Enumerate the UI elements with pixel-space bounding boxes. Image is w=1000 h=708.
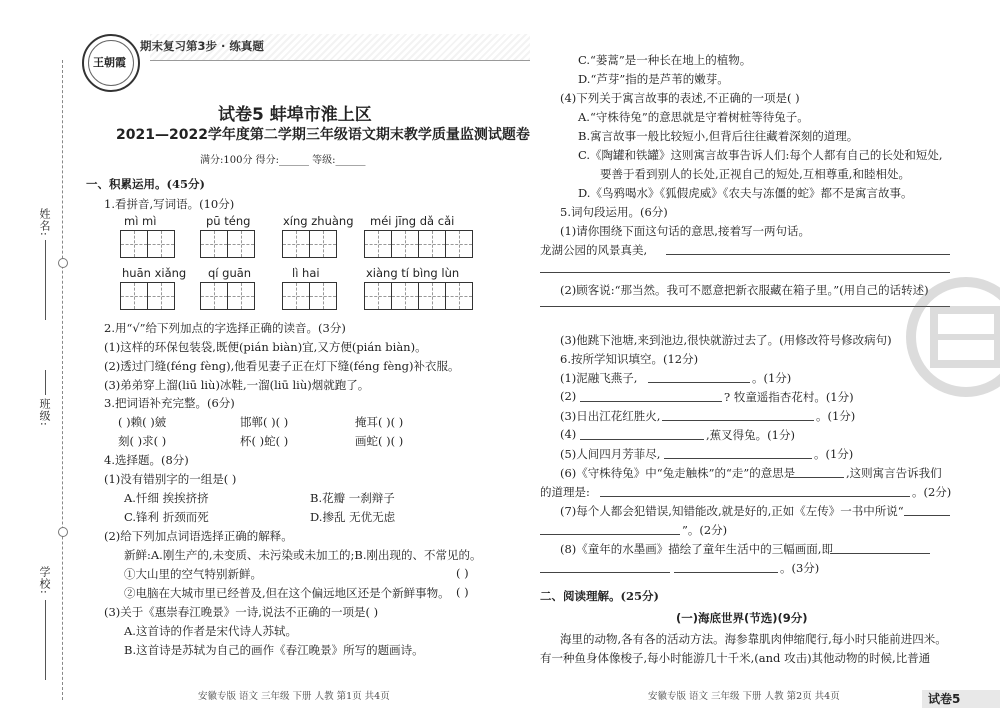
answer-grid[interactable] <box>200 282 255 310</box>
reading-1-paragraph: 海里的动物,各有各的活动方法。海参靠肌肉伸缩爬行,每小时只能前进四米。 <box>560 632 947 646</box>
answer-line[interactable] <box>664 458 812 459</box>
q5-1-stem: 龙湖公园的风景真美, <box>540 243 648 257</box>
binding-line <box>62 60 63 700</box>
answer-line[interactable] <box>600 496 910 497</box>
score-line: 满分:100分 得分:______ 等级:______ <box>200 155 366 166</box>
answer-line[interactable] <box>580 439 704 440</box>
binding-class-line <box>45 370 46 395</box>
q6-item: (1)泥融飞燕子, <box>560 371 638 385</box>
logo-text: 王朝霞 <box>93 56 126 69</box>
q4-1-option: C.锋利 折颈而死 <box>124 510 209 524</box>
answer-line[interactable] <box>540 572 670 573</box>
q4-4-option: A.“守株待兔”的意思就是守着树桩等待兔子。 <box>578 110 809 124</box>
q3-blank[interactable]: 画蛇( )( ) <box>355 434 404 448</box>
secret-seal-watermark <box>906 262 1000 412</box>
exam-tag: 试卷5 <box>922 690 1000 708</box>
q3-prompt: 3.把词语补充完整。(6分) <box>104 396 235 410</box>
answer-grid[interactable] <box>364 282 473 310</box>
page-footer-left: 安徽专版 语文 三年级 下册 人教 第1页 共4页 <box>198 691 390 702</box>
q4-1-option: A.忏细 挨挨挤挤 <box>124 491 209 505</box>
q4-3-option: C.“蒌蒿”是一种长在地上的植物。 <box>578 53 752 67</box>
q6-item: (5)人间四月芳菲尽, <box>560 447 661 461</box>
q4-2-prompt: (2)给下列加点词语选择正确的解释。 <box>104 529 293 543</box>
answer-blank[interactable]: ( ) <box>456 566 469 580</box>
answer-line[interactable] <box>904 515 950 516</box>
q3-blank[interactable]: 刻( )求( ) <box>118 434 167 448</box>
binding-school-label: 学校: <box>38 566 51 595</box>
q6-item: (7)每个人都会犯错误,知错能改,就是好的,正如《左传》一书中所说“ <box>560 504 904 518</box>
pinyin-label: xíng zhuàng <box>283 214 354 228</box>
q3-blank[interactable]: ( )赖( )皴 <box>118 415 167 429</box>
q6-prompt: 6.按所学知识填空。(12分) <box>560 352 699 366</box>
binding-name-line <box>45 240 46 320</box>
q6-suffix: 。(1分) <box>752 371 792 385</box>
q4-4-option-cont: 要善于看到别人的长处,正视自己的短处,互相尊重,和睦相处。 <box>600 167 910 181</box>
answer-line[interactable] <box>540 534 680 535</box>
pinyin-label: xiàng tí bìng lùn <box>366 266 460 280</box>
q4-1-option: B.花瓣 一刹辩子 <box>310 491 395 505</box>
q6-item: (2) <box>560 389 577 403</box>
q6-item: (6)《守株待兔》中“兔走触株”的“走”的意思是 <box>560 466 796 480</box>
q5-prompt: 5.词句段运用。(6分) <box>560 205 668 219</box>
q4-3-option: B.这首诗是苏轼为自己的画作《春江晚景》所写的题画诗。 <box>124 643 424 657</box>
reading-1-paragraph: 有一种鱼身体像梭子,每小时能游几十千米,(and 攻击)其他动物的时候,比普通 <box>540 651 931 665</box>
q4-2-definition: 新鲜:A.刚生产的,未变质、未污染或未加工的;B.刚出现的、不常见的。 <box>124 548 482 562</box>
reading-1-title: (一)海底世界(节选)(9分) <box>676 611 808 625</box>
answer-grid[interactable] <box>364 230 473 258</box>
q2-item-3: (3)弟弟穿上溜(liū liù)冰鞋,一溜(liū liù)烟就跑了。 <box>104 378 370 392</box>
q3-blank[interactable]: 邯郸( )( ) <box>240 415 289 429</box>
pinyin-label: méi jīng dǎ cǎi <box>370 214 455 228</box>
binding-name-label: 姓名: <box>38 208 51 237</box>
pinyin-label: mì mì <box>124 214 157 228</box>
q4-4-option: D.《鸟鸦喝水》《狐假虎威》《农夫与冻僵的蛇》都不是寓言故事。 <box>578 186 913 200</box>
q4-1-prompt: (1)没有错别字的一组是( ) <box>104 472 237 486</box>
q6-item: (4) <box>560 427 577 441</box>
pinyin-label: huān xiǎng <box>122 266 187 280</box>
answer-grid[interactable] <box>120 282 175 310</box>
answer-grid[interactable] <box>282 230 337 258</box>
q1-prompt: 1.看拼音,写词语。(10分) <box>104 197 235 211</box>
q6-suffix: ,蕉叉得兔。(1分) <box>706 428 795 442</box>
pinyin-label: pū téng <box>206 214 251 228</box>
answer-line[interactable] <box>830 553 930 554</box>
q4-2-sentence-a: ①大山里的空气特别新鲜。 <box>124 567 262 581</box>
step-label: 期末复习第3步 · 练真题 <box>140 39 264 53</box>
q4-1-option: D.掺乱 无优无虑 <box>310 510 396 524</box>
pinyin-label: lì hai <box>292 266 320 280</box>
q2-item-1: (1)这样的环保包装袋,既便(pián biàn)宜,又方便(pián biàn)。 <box>104 340 427 354</box>
exam-subtitle: 2021—2022学年度第二学期三年级语文期末教学质量监测试题卷 <box>116 127 530 143</box>
q6-suffix: 。(2分) <box>912 485 952 499</box>
publisher-logo <box>82 34 140 92</box>
q4-3-option: D.“芦芽”指的是芦苇的嫩芽。 <box>578 72 729 86</box>
answer-line[interactable] <box>662 420 814 421</box>
q5-1-prompt: (1)请你围绕下面这句话的意思,接着写一两句话。 <box>560 224 810 238</box>
answer-line[interactable] <box>648 382 750 383</box>
q4-2-sentence-b: ②电脑在大城市里已经普及,但在这个偏远地区还是个新鲜事物。 <box>124 586 450 600</box>
q6-suffix: ? 牧童遥指杏花村。(1分) <box>724 390 854 404</box>
binding-school-line <box>45 600 46 680</box>
answer-line[interactable] <box>674 572 778 573</box>
q6-item: (8)《童年的水墨画》描绘了童年生活中的三幅画面,即 <box>560 542 833 556</box>
q6-item-cont: ,这则寓言告诉我们 <box>846 466 942 480</box>
pinyin-label: qí guān <box>208 266 252 280</box>
q6-suffix: 。(3分) <box>780 561 820 575</box>
answer-grid[interactable] <box>282 282 337 310</box>
q6-item: (3)日出江花红胜火, <box>560 409 661 423</box>
q5-2-prompt: (2)顾客说:“那当然。我可不愿意把新衣服藏在箱子里。”(用自己的话转述) <box>560 283 929 297</box>
exam-title: 试卷5 蚌埠市淮上区 <box>218 105 372 125</box>
q3-blank[interactable]: 掩耳( )( ) <box>355 415 404 429</box>
answer-line[interactable] <box>790 477 844 478</box>
q6-item-cont: 的道理是: <box>540 485 590 499</box>
answer-line[interactable] <box>666 254 950 255</box>
binding-hole <box>58 527 68 537</box>
answer-line[interactable] <box>580 401 722 402</box>
q2-prompt: 2.用“√”给下列加点的字选择正确的读音。(3分) <box>104 321 346 335</box>
answer-line[interactable] <box>540 306 950 307</box>
q4-4-prompt: (4)下列关于寓言故事的表述,不正确的一项是( ) <box>560 91 800 105</box>
q2-item-2: (2)透过门缝(féng fèng),他看见妻子正在灯下缝(féng fèng)补衣服。 <box>104 359 460 373</box>
binding-hole <box>58 258 68 268</box>
binding-class-label: 班级: <box>38 398 51 427</box>
q3-blank[interactable]: 杯( )蛇( ) <box>240 434 289 448</box>
q4-4-option: B.寓言故事一般比较短小,但背后往往藏着深刻的道理。 <box>578 129 859 143</box>
q5-3-prompt: (3)他跳下池塘,来到池边,很快就游过去了。(用修改符号修改病句) <box>560 333 892 347</box>
q4-4-option: C.《陶罐和铁罐》这则寓言故事告诉人们:每个人都有自己的长处和短处, <box>578 148 943 162</box>
section-2-heading: 二、阅读理解。(25分) <box>540 589 659 603</box>
page-footer-right: 安徽专版 语文 三年级 下册 人教 第2页 共4页 <box>648 691 840 702</box>
q4-prompt: 4.选择题。(8分) <box>104 453 189 467</box>
answer-grid[interactable] <box>120 230 175 258</box>
q6-suffix: 。(1分) <box>816 409 856 423</box>
q4-3-option: A.这首诗的作者是宋代诗人苏轼。 <box>124 624 297 638</box>
answer-grid[interactable] <box>200 230 255 258</box>
answer-blank[interactable]: ( ) <box>456 585 469 599</box>
section-1-heading: 一、积累运用。(45分) <box>86 177 205 191</box>
q4-3-prompt: (3)关于《惠崇春江晚景》一诗,说法不正确的一项是( ) <box>104 605 379 619</box>
answer-line[interactable] <box>540 272 950 273</box>
q6-suffix: ”。(2分) <box>682 523 728 537</box>
q6-suffix: 。(1分) <box>814 447 854 461</box>
